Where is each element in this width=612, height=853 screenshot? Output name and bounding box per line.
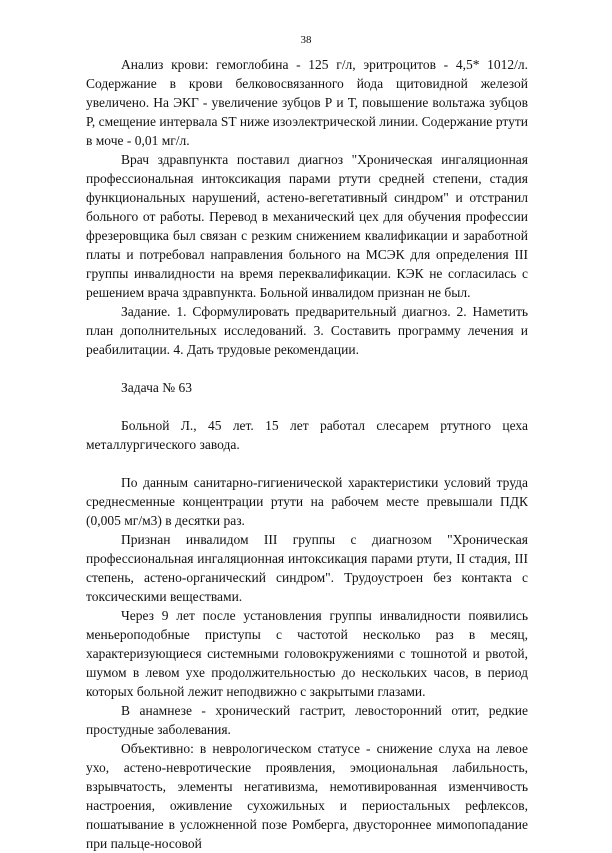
page-number: 38: [300, 34, 312, 46]
paragraph-hygiene-conditions: По данным санитарно-гигиенической характеристики условий труда среднесменные концентрации ртути на рабочем месте превышали ПДК (0,005 мг/м3) в десятки раз.: [86, 475, 528, 528]
paragraph-attacks: Через 9 лет после установления группы инвалидности появились меньероподобные приступы с частотой несколько раз в месяц, характеризующиеся системными головокружениями с тошнотой и рвотой, шумом в левом ухе продолжительностью до нескольких часов, в период которых больной лежит неподвижно с закрытыми глазами.: [86, 608, 528, 699]
paragraph-objective-status: Объективно: в неврологическом статусе - снижение слуха на левое ухо, астено-невротические проявления, эмоциональная лабильность, взрывчатость, элементы негативизма, немотивированная изменчивость настроения, оживление сухожильных и периостальных рефлексов, пошатывание в усложненной позе Ромберга, двустороннее мимопопадание при пальце-носовой: [86, 741, 528, 851]
paragraph-assignment: Задание. 1. Сформулировать предварительный диагноз. 2. Наметить план дополнительных исследований. 3. Составить программу лечения и реабилитации. 4. Дать трудовые рекомендации.: [86, 304, 528, 357]
task-heading: Задача № 63: [121, 380, 192, 395]
paragraph-anamnesis: В анамнезе - хронический гастрит, левосторонний отит, редкие простудные заболевания.: [86, 703, 528, 737]
paragraph-disability: Признан инвалидом III группы с диагнозом "Хроническая профессиональная ингаляционная интоксикация парами ртути, II стадия, III степень, астено-органический синдром". Трудоустроен без контакта с токсическими веществами.: [86, 532, 528, 604]
paragraph-patient-intro: Больной Л., 45 лет. 15 лет работал слесарем ртутного цеха металлургического завода.: [86, 418, 528, 452]
paragraph-blood-analysis: Анализ крови: гемоглобина - 125 г/л, эритроцитов - 4,5* 1012/л. Содержание в крови белковосвязанного йода щитовидной железой увеличено. На ЭКГ - увеличение зубцов Р и Т, повышение вольтажа зубцов Р, смещение интервала ST ниже изоэлектрической линии. Содержание ртути в моче - 0,01 мг/л.: [86, 57, 528, 148]
paragraph-doctor-diagnosis: Врач здравпункта поставил диагноз "Хроническая ингаляционная профессиональная интоксикация парами ртути средней степени, стадия функциональных нарушений, астено-вегетативный синдром" и отстранил больного от работы. Перевод в механический цех для обучения профессии фрезеровщика был связан с резким снижением квалификации и заработной платы и потребовал направления больного на МСЭК для определения III группы инвалидности на время переквалификации. КЭК не согласилась с решением врача здравпункта. Больной инвалидом признан не был.: [86, 152, 528, 300]
document-body: [86, 55, 528, 853]
